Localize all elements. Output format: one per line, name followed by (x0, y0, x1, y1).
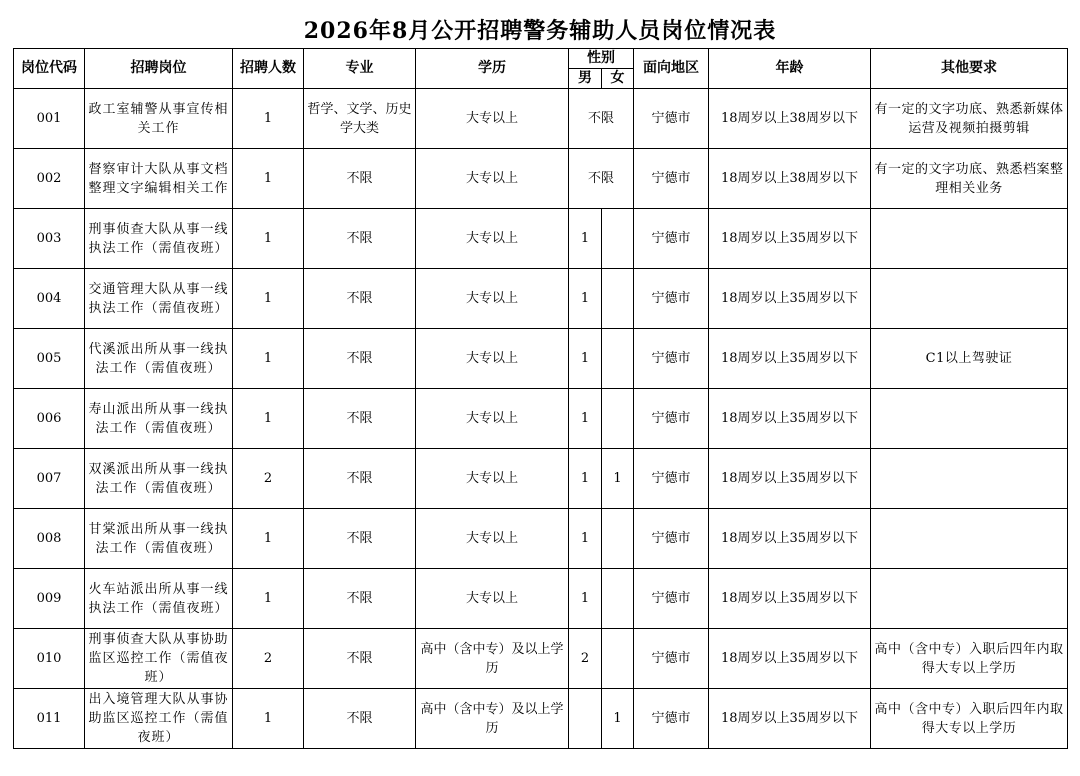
cell-major: 不限 (304, 389, 416, 449)
cell-region: 宁德市 (634, 209, 709, 269)
table-row (14, 389, 1068, 449)
cell-age: 18周岁以上35周岁以下 (709, 269, 871, 329)
cell-code: 003 (14, 209, 85, 269)
header-count: 招聘人数 (233, 49, 304, 89)
cell-position: 交通管理大队从事一线执法工作（需值夜班） (85, 269, 233, 329)
table-row (14, 149, 1068, 209)
cell-male: 2 (569, 629, 602, 689)
cell-age: 18周岁以上35周岁以下 (709, 569, 871, 629)
cell-count: 2 (233, 449, 304, 509)
cell-code: 005 (14, 329, 85, 389)
cell-major: 不限 (304, 689, 416, 749)
cell-age: 18周岁以上35周岁以下 (709, 689, 871, 749)
cell-other (871, 209, 1068, 269)
cell-position: 刑事侦查大队从事协助监区巡控工作（需值夜班） (85, 629, 233, 689)
cell-major: 哲学、文学、历史学大类 (304, 89, 416, 149)
cell-count: 1 (233, 89, 304, 149)
cell-other: C1以上驾驶证 (871, 329, 1068, 389)
cell-count: 1 (233, 689, 304, 749)
cell-gender-any: 不限 (569, 149, 634, 209)
cell-count: 1 (233, 209, 304, 269)
table-row (14, 629, 1068, 689)
cell-region: 宁德市 (634, 629, 709, 689)
table-row (14, 89, 1068, 149)
header-male: 男 (569, 69, 602, 89)
cell-code: 007 (14, 449, 85, 509)
cell-education: 大专以上 (416, 509, 569, 569)
header-other: 其他要求 (871, 49, 1068, 89)
cell-major: 不限 (304, 569, 416, 629)
cell-major: 不限 (304, 329, 416, 389)
header-position: 招聘岗位 (85, 49, 233, 89)
cell-count: 1 (233, 269, 304, 329)
table-row (14, 569, 1068, 629)
cell-major: 不限 (304, 509, 416, 569)
cell-code: 009 (14, 569, 85, 629)
cell-other (871, 569, 1068, 629)
cell-position: 寿山派出所从事一线执法工作（需值夜班） (85, 389, 233, 449)
cell-position: 出入境管理大队从事协助监区巡控工作（需值夜班） (85, 689, 233, 749)
cell-code: 010 (14, 629, 85, 689)
cell-count: 1 (233, 329, 304, 389)
cell-major: 不限 (304, 449, 416, 509)
cell-count: 1 (233, 389, 304, 449)
cell-count: 1 (233, 149, 304, 209)
table-row (14, 209, 1068, 269)
cell-other (871, 509, 1068, 569)
positions-table (13, 48, 1068, 749)
cell-education: 大专以上 (416, 389, 569, 449)
cell-other (871, 389, 1068, 449)
cell-other: 有一定的文字功底、熟悉档案整理相关业务 (871, 149, 1068, 209)
cell-major: 不限 (304, 269, 416, 329)
cell-other: 有一定的文字功底、熟悉新媒体运营及视频拍摄剪辑 (871, 89, 1068, 149)
cell-position: 政工室辅警从事宣传相关工作 (85, 89, 233, 149)
cell-code: 004 (14, 269, 85, 329)
cell-age: 18周岁以上38周岁以下 (709, 89, 871, 149)
cell-education: 大专以上 (416, 449, 569, 509)
table-row (14, 269, 1068, 329)
cell-female (602, 329, 634, 389)
cell-age: 18周岁以上35周岁以下 (709, 449, 871, 509)
cell-age: 18周岁以上35周岁以下 (709, 629, 871, 689)
cell-education: 大专以上 (416, 209, 569, 269)
cell-other (871, 449, 1068, 509)
cell-education: 高中（含中专）及以上学历 (416, 689, 569, 749)
cell-other: 高中（含中专）入职后四年内取得大专以上学历 (871, 629, 1068, 689)
cell-age: 18周岁以上35周岁以下 (709, 509, 871, 569)
cell-major: 不限 (304, 629, 416, 689)
header-major: 专业 (304, 49, 416, 89)
cell-age: 18周岁以上35周岁以下 (709, 389, 871, 449)
cell-male: 1 (569, 209, 602, 269)
cell-count: 1 (233, 509, 304, 569)
cell-region: 宁德市 (634, 569, 709, 629)
cell-other: 高中（含中专）入职后四年内取得大专以上学历 (871, 689, 1068, 749)
cell-age: 18周岁以上35周岁以下 (709, 209, 871, 269)
cell-male: 1 (569, 569, 602, 629)
table-row (14, 329, 1068, 389)
cell-female (602, 209, 634, 269)
cell-female (602, 629, 634, 689)
table-body (14, 89, 1068, 749)
cell-male: 1 (569, 329, 602, 389)
table-row (14, 449, 1068, 509)
cell-gender-any: 不限 (569, 89, 634, 149)
cell-male (569, 689, 602, 749)
cell-age: 18周岁以上35周岁以下 (709, 329, 871, 389)
cell-region: 宁德市 (634, 689, 709, 749)
cell-education: 大专以上 (416, 329, 569, 389)
cell-other (871, 269, 1068, 329)
cell-code: 001 (14, 89, 85, 149)
cell-education: 大专以上 (416, 149, 569, 209)
cell-region: 宁德市 (634, 509, 709, 569)
cell-region: 宁德市 (634, 389, 709, 449)
cell-code: 008 (14, 509, 85, 569)
cell-major: 不限 (304, 209, 416, 269)
cell-major: 不限 (304, 149, 416, 209)
cell-education: 大专以上 (416, 269, 569, 329)
cell-male: 1 (569, 269, 602, 329)
cell-female (602, 569, 634, 629)
cell-female (602, 269, 634, 329)
cell-education: 高中（含中专）及以上学历 (416, 629, 569, 689)
cell-position: 刑事侦查大队从事一线执法工作（需值夜班） (85, 209, 233, 269)
header-gender: 性别 (569, 49, 634, 69)
table-row (14, 509, 1068, 569)
cell-position: 督察审计大队从事文档整理文字编辑相关工作 (85, 149, 233, 209)
cell-male: 1 (569, 509, 602, 569)
cell-female: 1 (602, 449, 634, 509)
cell-code: 006 (14, 389, 85, 449)
cell-female (602, 389, 634, 449)
cell-region: 宁德市 (634, 449, 709, 509)
cell-code: 002 (14, 149, 85, 209)
page-title: 2026年8月公开招聘警务辅助人员岗位情况表 (303, 18, 777, 44)
cell-count: 2 (233, 629, 304, 689)
cell-male: 1 (569, 389, 602, 449)
cell-education: 大专以上 (416, 89, 569, 149)
cell-region: 宁德市 (634, 149, 709, 209)
cell-education: 大专以上 (416, 569, 569, 629)
header-female: 女 (602, 69, 634, 89)
cell-female: 1 (602, 689, 634, 749)
header-code: 岗位代码 (14, 49, 85, 89)
cell-male: 1 (569, 449, 602, 509)
cell-female (602, 509, 634, 569)
header-region: 面向地区 (634, 49, 709, 89)
cell-region: 宁德市 (634, 269, 709, 329)
cell-position: 火车站派出所从事一线执法工作（需值夜班） (85, 569, 233, 629)
header-age: 年龄 (709, 49, 871, 89)
cell-count: 1 (233, 569, 304, 629)
cell-code: 011 (14, 689, 85, 749)
cell-region: 宁德市 (634, 89, 709, 149)
cell-position: 代溪派出所从事一线执法工作（需值夜班） (85, 329, 233, 389)
cell-position: 甘棠派出所从事一线执法工作（需值夜班） (85, 509, 233, 569)
cell-age: 18周岁以上38周岁以下 (709, 149, 871, 209)
cell-position: 双溪派出所从事一线执法工作（需值夜班） (85, 449, 233, 509)
table-row (14, 689, 1068, 749)
header-education: 学历 (416, 49, 569, 89)
cell-region: 宁德市 (634, 329, 709, 389)
